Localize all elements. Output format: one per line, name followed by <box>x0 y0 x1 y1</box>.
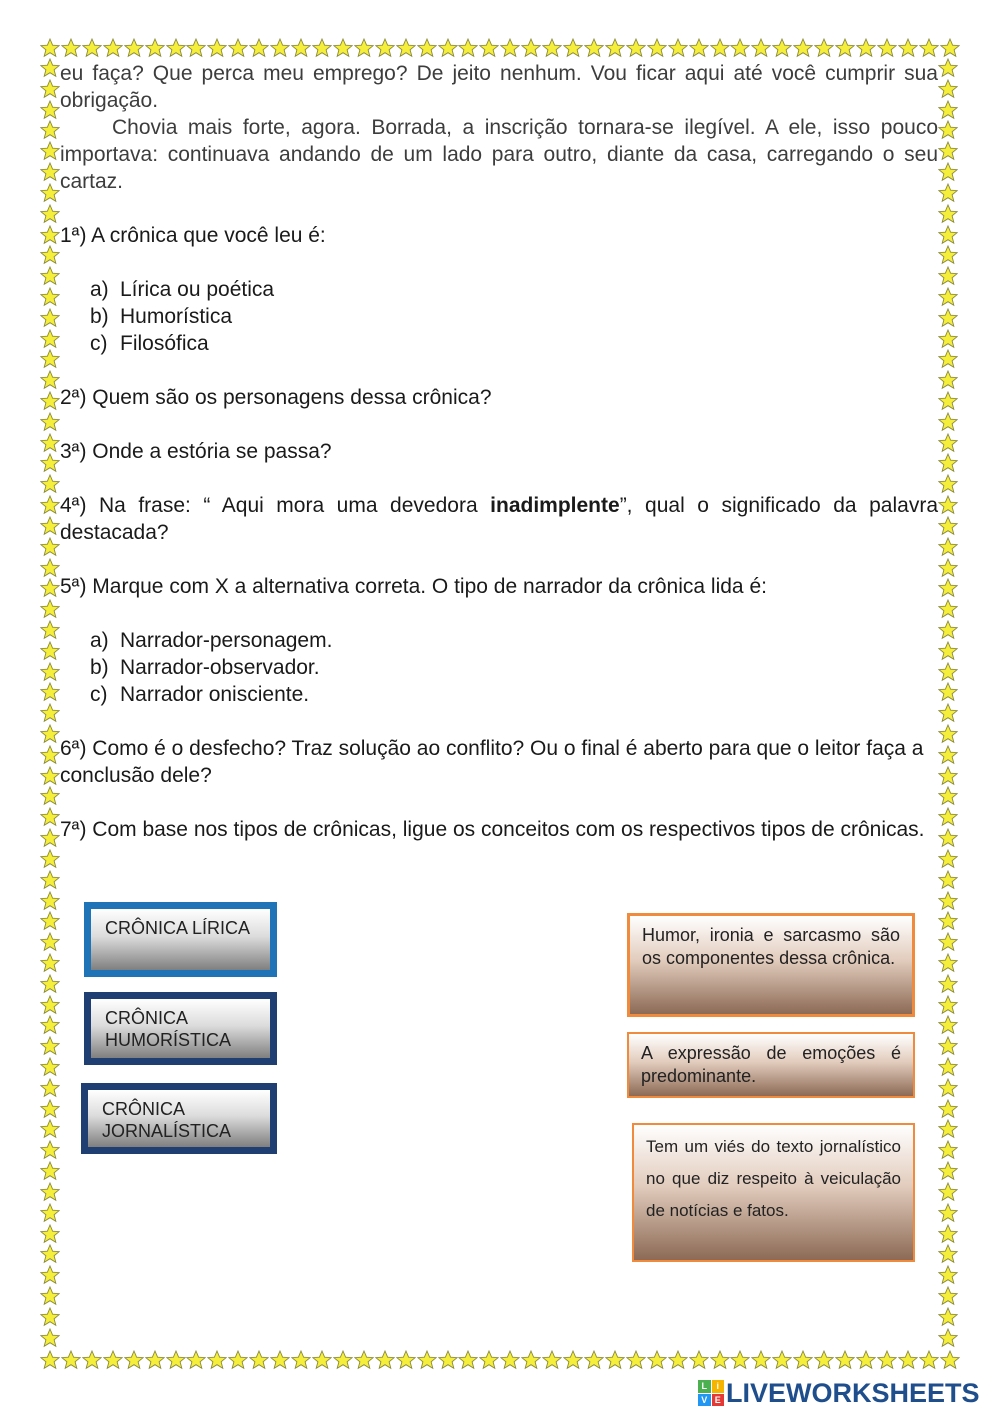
star-icon <box>938 183 958 203</box>
option-item[interactable]: b) Humorística <box>90 305 233 328</box>
star-icon <box>938 141 958 161</box>
star-border-left <box>40 58 60 1348</box>
star-icon <box>938 453 958 473</box>
star-icon <box>375 1350 395 1370</box>
star-icon <box>40 120 60 140</box>
star-icon <box>793 1350 813 1370</box>
star-icon <box>103 1350 123 1370</box>
star-icon <box>207 1350 227 1370</box>
star-icon <box>938 724 958 744</box>
star-icon <box>938 266 958 286</box>
question-3: 3ª) Onde a estória se passa? <box>60 440 332 463</box>
star-icon <box>249 38 269 58</box>
star-icon <box>938 786 958 806</box>
star-icon <box>751 1350 771 1370</box>
star-icon <box>145 38 165 58</box>
star-icon <box>124 1350 144 1370</box>
star-icon <box>40 745 60 765</box>
match-right-humor[interactable]: Humor, ironia e sarcasmo são os componentes dessa crônica. <box>627 913 915 1017</box>
star-icon <box>40 141 60 161</box>
star-icon <box>40 724 60 744</box>
star-icon <box>40 287 60 307</box>
star-icon <box>938 891 958 911</box>
star-icon <box>375 38 395 58</box>
star-icon <box>438 1350 458 1370</box>
star-icon <box>938 911 958 931</box>
star-icon <box>835 1350 855 1370</box>
star-icon <box>938 1224 958 1244</box>
star-icon <box>542 1350 562 1370</box>
story-paragraph-1: eu faça? Que perca meu emprego? De jeito nenhum. Vou ficar aqui até você cumprir sua obrigação. <box>60 62 938 112</box>
star-icon <box>689 1350 709 1370</box>
star-icon <box>103 38 123 58</box>
star-icon <box>938 974 958 994</box>
question-5-options <box>60 627 938 708</box>
star-icon <box>40 995 60 1015</box>
match-right-jornalistico[interactable]: Tem um viés do texto jornalístico no que diz respeito à veiculação de notícias e fatos. <box>632 1123 915 1262</box>
star-icon <box>938 370 958 390</box>
star-icon <box>40 1078 60 1098</box>
star-icon <box>40 766 60 786</box>
option-item[interactable]: c) Filosófica <box>90 332 209 355</box>
star-icon <box>793 38 813 58</box>
star-icon <box>877 1350 897 1370</box>
star-icon <box>40 474 60 494</box>
option-item[interactable]: c) Narrador onisciente. <box>90 683 310 706</box>
star-icon <box>500 1350 520 1370</box>
star-icon <box>938 1244 958 1264</box>
star-icon <box>938 1140 958 1160</box>
star-icon <box>605 38 625 58</box>
star-icon <box>40 266 60 286</box>
star-icon <box>40 1119 60 1139</box>
star-icon <box>396 38 416 58</box>
question-1-options <box>60 276 938 357</box>
star-border-top <box>40 38 960 58</box>
star-icon <box>938 1286 958 1306</box>
match-left-lirica[interactable]: CRÔNICA LÍRICA <box>84 902 277 977</box>
star-icon <box>61 1350 81 1370</box>
star-icon <box>40 641 60 661</box>
star-icon <box>291 1350 311 1370</box>
star-icon <box>40 1182 60 1202</box>
star-icon <box>938 849 958 869</box>
star-icon <box>40 204 60 224</box>
question-7: 7ª) Com base nos tipos de crônicas, ligue os conceitos com os respectivos tipos de crônicas. <box>60 818 925 841</box>
star-icon <box>938 349 958 369</box>
highlighted-word: inadimplente <box>490 494 620 517</box>
star-icon <box>40 1161 60 1181</box>
star-icon <box>40 682 60 702</box>
star-icon <box>626 38 646 58</box>
star-icon <box>40 1015 60 1035</box>
star-icon <box>751 38 771 58</box>
star-icon <box>40 558 60 578</box>
star-icon <box>940 1350 960 1370</box>
star-icon <box>40 932 60 952</box>
star-icon <box>668 38 688 58</box>
star-icon <box>938 766 958 786</box>
star-icon <box>417 38 437 58</box>
star-icon <box>312 1350 332 1370</box>
star-icon <box>938 474 958 494</box>
star-icon <box>938 1015 958 1035</box>
star-icon <box>772 1350 792 1370</box>
star-icon <box>938 641 958 661</box>
star-icon <box>938 870 958 890</box>
star-icon <box>354 1350 374 1370</box>
star-icon <box>40 891 60 911</box>
star-icon <box>500 38 520 58</box>
star-icon <box>40 1224 60 1244</box>
star-icon <box>710 38 730 58</box>
star-icon <box>40 516 60 536</box>
star-icon <box>40 1203 60 1223</box>
star-icon <box>938 1119 958 1139</box>
star-icon <box>938 1328 958 1348</box>
star-icon <box>938 703 958 723</box>
star-icon <box>417 1350 437 1370</box>
star-icon <box>145 1350 165 1370</box>
liveworksheets-logo <box>698 1376 994 1410</box>
star-icon <box>40 1265 60 1285</box>
star-icon <box>40 974 60 994</box>
star-icon <box>40 578 60 598</box>
star-icon <box>938 1099 958 1119</box>
star-icon <box>938 932 958 952</box>
star-icon <box>249 1350 269 1370</box>
question-2: 2ª) Quem são os personagens dessa crônica? <box>60 386 492 409</box>
star-icon <box>40 1036 60 1056</box>
star-icon <box>938 120 958 140</box>
star-icon <box>938 329 958 349</box>
question-1: 1ª) A crônica que você leu é: <box>60 224 326 247</box>
star-border-right <box>938 58 958 1348</box>
star-icon <box>938 412 958 432</box>
star-icon <box>938 287 958 307</box>
star-icon <box>40 453 60 473</box>
star-icon <box>938 953 958 973</box>
star-icon <box>40 1328 60 1348</box>
star-icon <box>40 1350 60 1370</box>
star-icon <box>689 38 709 58</box>
star-icon <box>938 495 958 515</box>
star-icon <box>40 38 60 58</box>
star-icon <box>940 38 960 58</box>
story-paragraph-2: Chovia mais forte, agora. Borrada, a inscrição tornara-se ilegível. A ele, isso pouco importava: continuava andando de um lado para outro, diante da casa, carregando o seu cartaz. <box>60 116 938 193</box>
star-icon <box>938 599 958 619</box>
star-icon <box>938 995 958 1015</box>
star-icon <box>438 38 458 58</box>
star-icon <box>938 1036 958 1056</box>
star-icon <box>479 1350 499 1370</box>
star-icon <box>938 578 958 598</box>
star-icon <box>333 38 353 58</box>
star-icon <box>938 1203 958 1223</box>
star-icon <box>563 38 583 58</box>
question-6: 6ª) Como é o desfecho? Traz solução ao conflito? Ou o final é aberto para que o leitor faça a conclusão dele? <box>60 737 924 787</box>
option-item[interactable]: b) Narrador-observador. <box>90 656 320 679</box>
star-icon <box>521 1350 541 1370</box>
star-icon <box>479 38 499 58</box>
star-icon <box>835 38 855 58</box>
star-icon <box>40 599 60 619</box>
star-icon <box>458 38 478 58</box>
star-icon <box>40 620 60 640</box>
match-left-jornalistica[interactable]: CRÔNICA JORNALÍSTICA <box>81 1083 277 1154</box>
star-icon <box>333 1350 353 1370</box>
star-icon <box>542 38 562 58</box>
star-icon <box>626 1350 646 1370</box>
star-icon <box>40 412 60 432</box>
star-icon <box>270 38 290 58</box>
star-icon <box>61 38 81 58</box>
star-icon <box>938 79 958 99</box>
star-icon <box>938 807 958 827</box>
star-icon <box>730 38 750 58</box>
star-icon <box>312 38 332 58</box>
star-icon <box>877 38 897 58</box>
star-icon <box>938 1057 958 1077</box>
option-item[interactable]: a) Narrador-personagem. <box>90 629 333 652</box>
star-icon <box>938 433 958 453</box>
star-icon <box>40 870 60 890</box>
star-icon <box>186 1350 206 1370</box>
star-icon <box>40 1244 60 1264</box>
star-icon <box>938 308 958 328</box>
star-icon <box>938 516 958 536</box>
star-icon <box>584 1350 604 1370</box>
liveworksheets-icon: L i V E <box>698 1380 724 1406</box>
star-icon <box>40 537 60 557</box>
star-icon <box>40 391 60 411</box>
star-icon <box>814 1350 834 1370</box>
star-icon <box>730 1350 750 1370</box>
star-icon <box>856 38 876 58</box>
star-icon <box>40 183 60 203</box>
star-icon <box>710 1350 730 1370</box>
star-icon <box>938 1078 958 1098</box>
star-icon <box>228 38 248 58</box>
star-icon <box>186 38 206 58</box>
star-icon <box>814 38 834 58</box>
star-icon <box>919 1350 939 1370</box>
star-icon <box>40 1307 60 1327</box>
star-icon <box>270 1350 290 1370</box>
star-icon <box>938 745 958 765</box>
star-icon <box>40 911 60 931</box>
star-icon <box>938 620 958 640</box>
star-icon <box>124 38 144 58</box>
star-icon <box>938 391 958 411</box>
liveworksheets-wordmark: LIVEWORKSHEETS <box>726 1377 980 1408</box>
option-item[interactable]: a) Lírica ou poética <box>90 278 275 301</box>
star-icon <box>207 38 227 58</box>
star-icon <box>856 1350 876 1370</box>
star-icon <box>898 1350 918 1370</box>
star-icon <box>40 703 60 723</box>
star-icon <box>938 1307 958 1327</box>
match-right-emocoes[interactable]: A expressão de emoções é predominante. <box>627 1032 915 1098</box>
star-icon <box>647 38 667 58</box>
star-icon <box>938 245 958 265</box>
star-icon <box>82 1350 102 1370</box>
star-icon <box>647 1350 667 1370</box>
star-icon <box>40 1099 60 1119</box>
star-icon <box>40 58 60 78</box>
star-icon <box>40 100 60 120</box>
star-icon <box>166 38 186 58</box>
star-border-bottom <box>40 1350 960 1370</box>
star-icon <box>938 1265 958 1285</box>
star-icon <box>898 38 918 58</box>
star-icon <box>40 308 60 328</box>
star-icon <box>938 204 958 224</box>
star-icon <box>668 1350 688 1370</box>
star-icon <box>938 537 958 557</box>
star-icon <box>40 662 60 682</box>
star-icon <box>40 495 60 515</box>
star-icon <box>40 828 60 848</box>
star-icon <box>938 225 958 245</box>
star-icon <box>40 162 60 182</box>
star-icon <box>40 1286 60 1306</box>
star-icon <box>40 849 60 869</box>
star-icon <box>40 1057 60 1077</box>
question-4: 4ª) Na frase: “ Aqui mora uma devedora inadimplente”, qual o significado da palavra destacada? <box>60 494 938 544</box>
star-icon <box>605 1350 625 1370</box>
star-icon <box>40 349 60 369</box>
star-icon <box>938 1182 958 1202</box>
worksheet-content <box>60 60 938 843</box>
star-icon <box>938 1161 958 1181</box>
star-icon <box>40 225 60 245</box>
star-icon <box>166 1350 186 1370</box>
star-icon <box>938 162 958 182</box>
star-icon <box>40 245 60 265</box>
star-icon <box>919 38 939 58</box>
star-icon <box>563 1350 583 1370</box>
star-icon <box>938 662 958 682</box>
star-icon <box>938 58 958 78</box>
star-icon <box>40 953 60 973</box>
star-icon <box>938 828 958 848</box>
star-icon <box>291 38 311 58</box>
star-icon <box>82 38 102 58</box>
star-icon <box>354 38 374 58</box>
star-icon <box>40 329 60 349</box>
star-icon <box>772 38 792 58</box>
star-icon <box>40 786 60 806</box>
star-icon <box>938 100 958 120</box>
star-icon <box>40 370 60 390</box>
question-5: 5ª) Marque com X a alternativa correta. O tipo de narrador da crônica lida é: <box>60 575 767 598</box>
match-left-humoristica[interactable]: CRÔNICA HUMORÍSTICA <box>84 992 277 1065</box>
star-icon <box>396 1350 416 1370</box>
star-icon <box>40 1140 60 1160</box>
star-icon <box>40 79 60 99</box>
star-icon <box>40 807 60 827</box>
star-icon <box>938 558 958 578</box>
star-icon <box>458 1350 478 1370</box>
star-icon <box>40 433 60 453</box>
star-icon <box>228 1350 248 1370</box>
star-icon <box>938 682 958 702</box>
star-icon <box>521 38 541 58</box>
star-icon <box>584 38 604 58</box>
